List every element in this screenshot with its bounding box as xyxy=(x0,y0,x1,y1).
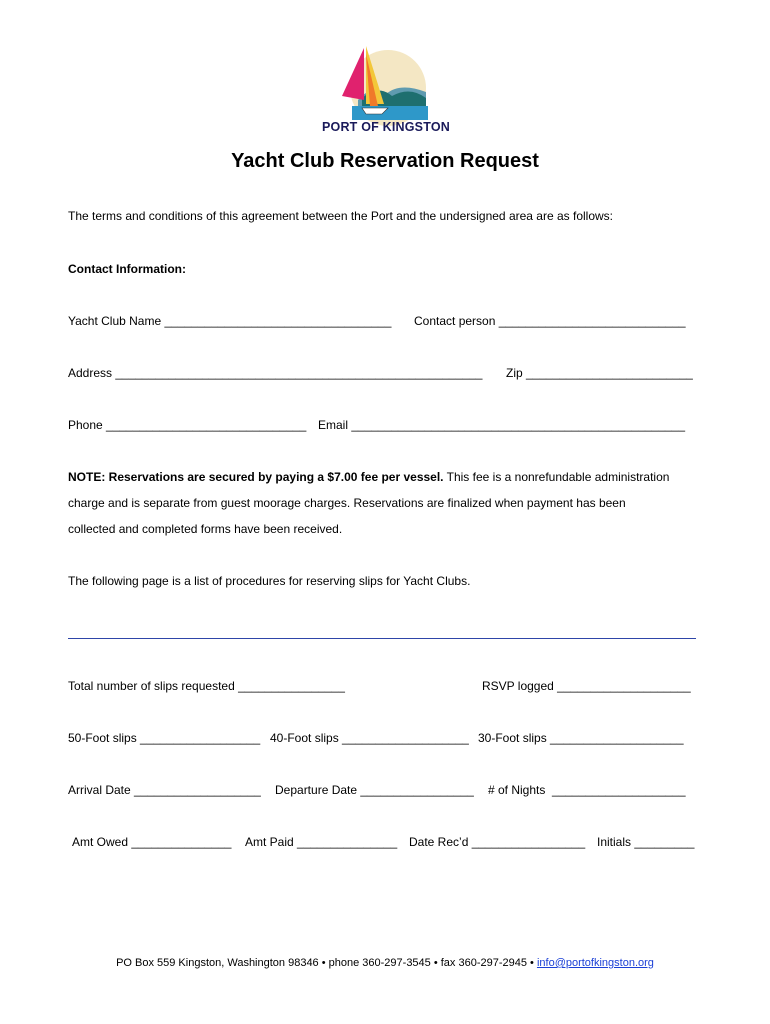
nights-field[interactable]: # of Nights ____________________ xyxy=(488,783,686,797)
address-field[interactable]: Address _______________________________________________________ xyxy=(68,366,483,380)
phone-field[interactable]: Phone ______________________________ xyxy=(68,418,307,432)
slips-40-field[interactable]: 40-Foot slips ___________________ xyxy=(270,731,469,745)
slips-50-field[interactable]: 50-Foot slips __________________ xyxy=(68,731,261,745)
departure-date-field[interactable]: Departure Date _________________ xyxy=(275,783,474,797)
section-divider xyxy=(68,638,696,639)
note-line-2: charge and is separate from guest moorage charges. Reservations are finalized when payment has been xyxy=(68,496,626,510)
yacht-club-name-field[interactable]: Yacht Club Name __________________________________ xyxy=(68,314,392,328)
footer-email-link[interactable]: info@portofkingston.org xyxy=(536,957,654,969)
following-text: The following page is a list of procedures for reserving slips for Yacht Clubs. xyxy=(68,574,471,588)
rsvp-logged-field[interactable]: RSVP logged ____________________ xyxy=(482,679,691,693)
arrival-date-field[interactable]: Arrival Date ___________________ xyxy=(68,783,261,797)
date-recd-field[interactable]: Date Rec’d _________________ xyxy=(409,835,586,849)
note-line-1 xyxy=(68,470,669,484)
amt-owed-field[interactable]: Amt Owed _______________ xyxy=(72,835,232,849)
email-field[interactable]: Email __________________________________________________ xyxy=(318,418,686,432)
initials-field[interactable]: Initials _________ xyxy=(597,835,695,849)
amt-paid-field[interactable]: Amt Paid _______________ xyxy=(245,835,398,849)
total-slips-field[interactable]: Total number of slips requested ________________ xyxy=(68,679,345,693)
footer xyxy=(0,957,770,969)
slips-30-field[interactable]: 30-Foot slips ____________________ xyxy=(478,731,684,745)
zip-field[interactable]: Zip _________________________ xyxy=(506,366,693,380)
intro-text: The terms and conditions of this agreement between the Port and the undersigned area are as follows: xyxy=(68,209,613,223)
page-title: Yacht Club Reservation Request xyxy=(231,150,539,172)
logo-text: PORT OF KINGSTON xyxy=(322,120,450,134)
note-rest: This fee is a nonrefundable administration xyxy=(443,470,670,484)
contact-heading: Contact Information: xyxy=(68,262,186,276)
contact-person-field[interactable]: Contact person ____________________________ xyxy=(414,314,686,328)
note-line-3: collected and completed forms have been received. xyxy=(68,522,343,536)
note-bold: NOTE: Reservations are secured by paying a $7.00 fee per vessel. xyxy=(68,470,444,484)
footer-contact: PO Box 559 Kingston, Washington 98346 • phone 360-297-3545 • fax 360-297-2945 • xyxy=(116,957,537,969)
